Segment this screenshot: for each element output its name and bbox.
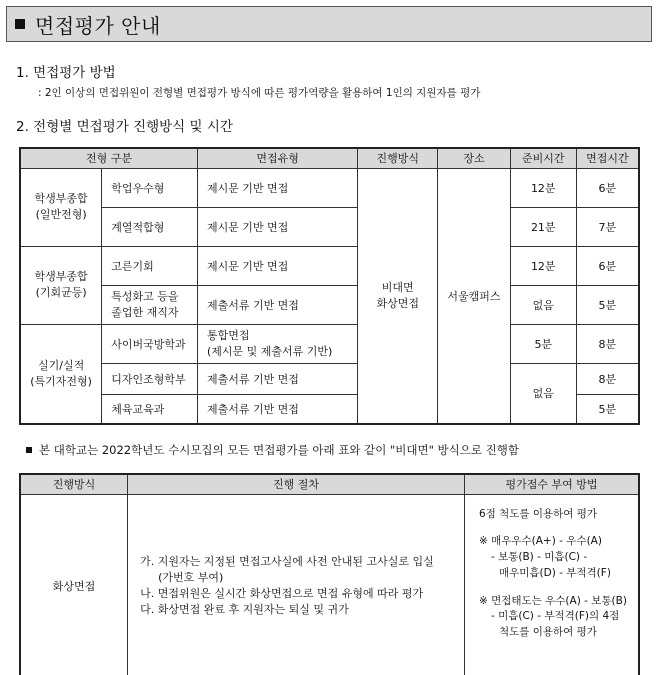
interview-schedule-table [19, 147, 640, 425]
header-category: 전형 구분 [20, 148, 197, 168]
method-cell: 비대면 화상면접 [358, 168, 438, 424]
square-bullet-icon [26, 447, 32, 453]
procedure-step: 가. 지원자는 지정된 면접고사실에 사전 안내된 고사실로 입실 [140, 555, 434, 569]
row-prep-time: 12분 [510, 168, 576, 207]
procedure-cell [128, 494, 465, 675]
row-subtype: 고른기회 [102, 246, 198, 285]
header-scoring: 평가점수 부여 방법 [464, 474, 639, 494]
title-banner [6, 6, 652, 42]
table-header-row [20, 148, 639, 168]
table-row [20, 363, 639, 394]
section1-title: 1. 면접평가 방법 [16, 65, 116, 81]
row-subtype: 특성화고 등을 졸업한 재직자 [102, 285, 198, 324]
row-interview-type: 제시문 기반 면접 [197, 246, 357, 285]
scoring-line: 매우미흡(D) - 부적격(F) [498, 566, 611, 579]
scoring-line: ※ 매우우수(A+) - 우수(A) [478, 535, 602, 548]
video-interview-table [19, 473, 640, 675]
group-general: 학생부종합 (일반전형) [20, 168, 102, 246]
row-subtype: 사이버국방학과 [102, 324, 198, 363]
table-row [20, 207, 639, 246]
table-header-row [20, 474, 639, 494]
scoring-line: ※ 면접태도는 우수(A) - 보통(B) [478, 594, 627, 607]
place-cell: 서울캠퍼스 [438, 168, 511, 424]
row-prep-time: 12분 [510, 246, 576, 285]
row-subtype: 계열적합형 [102, 207, 198, 246]
header-method: 진행방식 [20, 474, 128, 494]
header-prep-time: 준비시간 [510, 148, 576, 168]
page-title: 면접평가 안내 [35, 13, 161, 38]
section1-description: : 2인 이상의 면접위원이 전형별 면접평가 방식에 따른 평가역량을 활용하여 1인의 지원자를 평가 [38, 87, 481, 99]
row-interview-time: 5분 [576, 285, 639, 324]
scoring-cell [464, 494, 639, 675]
row-interview-time: 5분 [576, 394, 639, 424]
notice-text: 본 대학교는 2022학년도 수시모집의 모든 면접평가를 아래 표와 같이 "비대면" 방식으로 진행함 [39, 443, 519, 457]
row-interview-type: 제출서류 기반 면접 [197, 394, 357, 424]
scoring-line: 6점 척도를 이용하여 평가 [478, 507, 598, 520]
row-interview-time: 7분 [576, 207, 639, 246]
row-prep-time: 없음 [510, 285, 576, 324]
row-interview-type: 제출서류 기반 면접 [197, 363, 357, 394]
procedure-step: 다. 화상면접 완료 후 지원자는 퇴실 및 귀가 [140, 603, 349, 617]
row-interview-time: 8분 [576, 324, 639, 363]
procedure-step: 나. 면접위원은 실시간 화상면접으로 면접 유형에 따라 평가 [140, 587, 424, 601]
row-interview-type: 제시문 기반 면접 [197, 207, 357, 246]
row-interview-time: 8분 [576, 363, 639, 394]
scoring-line: - 미흡(C) - 부적격(F)의 4점 [490, 610, 620, 623]
row-interview-type: 제출서류 기반 면접 [197, 285, 357, 324]
row-subtype: 디자인조형학부 [102, 363, 198, 394]
table-row [20, 246, 639, 285]
row-prep-time: 21분 [510, 207, 576, 246]
procedure-step: (가번호 부여) [158, 571, 224, 585]
group-equal-opportunity: 학생부종합 (기회균등) [20, 246, 102, 324]
group-specialist: 실기/실적 (특기자전형) [20, 324, 102, 424]
notice-line [26, 442, 519, 458]
row-prep-time: 5분 [510, 324, 576, 363]
row-subtype: 체육교육과 [102, 394, 198, 424]
header-interview-time: 면접시간 [576, 148, 639, 168]
header-procedure: 진행 절차 [128, 474, 465, 494]
row-subtype: 학업우수형 [102, 168, 198, 207]
square-bullet-icon [15, 19, 25, 29]
scoring-line: 척도를 이용하여 평가 [498, 626, 597, 638]
table-row [20, 168, 639, 207]
row-interview-time: 6분 [576, 246, 639, 285]
method-cell: 화상면접 [20, 494, 128, 675]
row-prep-time-merged: 없음 [510, 363, 576, 424]
row-interview-type: 제시문 기반 면접 [197, 168, 357, 207]
header-type: 면접유형 [197, 148, 357, 168]
table-row [20, 285, 639, 324]
header-method: 진행방식 [358, 148, 438, 168]
row-interview-time: 6분 [576, 168, 639, 207]
table-row [20, 324, 639, 363]
section2-title: 2. 전형별 면접평가 진행방식 및 시간 [16, 119, 233, 135]
table-row [20, 494, 639, 675]
header-place: 장소 [438, 148, 511, 168]
scoring-line: - 보통(B) - 미흡(C) - [490, 551, 588, 563]
row-interview-type: 통합면접 (제시문 및 제출서류 기반) [197, 324, 357, 363]
